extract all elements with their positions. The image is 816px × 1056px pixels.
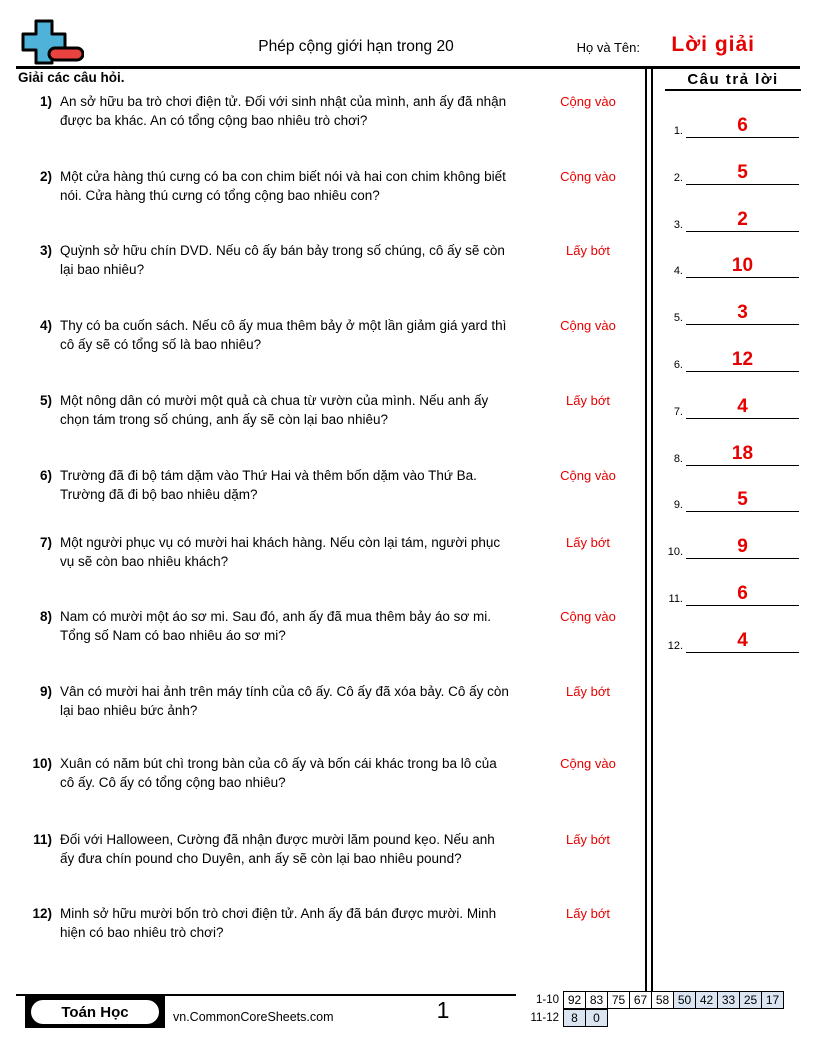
answer-blank-line[interactable] [686,324,799,325]
answer-row [659,350,804,372]
answer-number: 10. [667,546,683,559]
answer-number: 7. [673,405,683,418]
answer-row [659,303,804,325]
answer-value: 10 [731,255,754,277]
answer-blank-line[interactable] [686,231,799,232]
answer-value: 5 [737,161,748,183]
divider-line-left [645,66,647,1005]
score-cell: 50 [673,991,696,1009]
answer-number: 5. [673,312,683,325]
question-number: 7) [39,535,52,550]
answer-value: 2 [737,208,748,230]
question-number: 8) [39,609,52,624]
brand-badge [25,996,165,1028]
page-title: Phép cộng giới hạn trong 20 [258,38,454,55]
question-operation-hint: Lấy bớt [566,684,610,699]
answer-number: 1. [673,125,683,137]
question-number: 3) [39,243,52,258]
answer-value: 6 [737,583,748,604]
score-cell: 25 [739,991,762,1009]
score-cell: 83 [585,991,608,1009]
score-table [524,991,784,1027]
score-row-label: 1-10 [535,994,559,1006]
answer-value: 6 [737,115,748,136]
answer-value: 5 [737,489,748,511]
answer-panel-title: Câu trả lời [665,71,801,91]
question-number: 2) [39,169,52,184]
answer-blank-line[interactable] [686,277,799,278]
question-operation-hint: Cộng vào [560,756,616,771]
answer-blank-line[interactable] [686,418,799,419]
answer-value: 12 [731,349,754,370]
question-number: 12) [32,906,52,921]
answer-row [659,397,804,419]
page-header [16,18,800,66]
answer-number: 12. [667,639,683,652]
answer-blank-line[interactable] [686,371,799,372]
question-number: 6) [39,468,52,483]
name-field-label: Họ và Tên: [576,40,640,55]
score-cell: 67 [629,991,652,1009]
answer-row [659,256,804,278]
question-number: 1) [39,94,52,109]
question-operation-hint: Cộng vào [560,609,616,624]
column-divider [645,66,653,1005]
site-url[interactable]: vn.CommonCoreSheets.com [173,1010,334,1024]
question-text: Trường đã đi bộ tám dặm vào Thứ Hai và thêm bốn dặm vào Thứ Ba. Trường đã đi bộ bao nhiêu dặm? [60,468,477,502]
answer-number: 6. [673,359,683,371]
answer-row [659,210,804,232]
question-operation-hint: Lấy bớt [566,393,610,408]
answer-row [659,631,804,653]
score-cell: 75 [607,991,630,1009]
page-number: 1 [436,997,450,1023]
question-text: Minh sở hữu mười bốn trò chơi điện tử. Anh ấy đã bán được mười. Minh hiện có bao nhiêu trò chơi? [60,906,497,940]
question-operation-hint: Lấy bớt [566,832,610,847]
score-cell: 17 [761,991,784,1009]
answer-blank-line[interactable] [686,465,799,466]
answer-blank-line[interactable] [686,184,799,185]
question-text: Thy có ba cuốn sách. Nếu cô ấy mua thêm bảy ở một lần giảm giá yard thì cô ấy sẽ có tổng số là bao nhiêu? [60,318,507,352]
question-operation-hint: Cộng vào [560,468,616,483]
answer-blank-line[interactable] [686,652,799,653]
answer-blank-line[interactable] [686,605,799,606]
divider-line-right [651,66,653,1005]
answer-row [659,490,804,512]
score-row [524,991,784,1009]
answer-value: 3 [737,302,748,324]
answer-value: 9 [737,536,748,558]
name-field-value: Lời giải [671,33,755,56]
answer-number: 9. [673,499,683,512]
instructions-text: Giải các câu hỏi. [18,70,125,85]
question-operation-hint: Cộng vào [560,318,616,333]
score-row-label: 11-12 [530,1012,559,1024]
score-cell: 0 [585,1009,608,1027]
answer-value: 4 [737,629,748,651]
question-number: 11) [33,832,52,847]
question-number: 10) [32,756,52,771]
question-operation-hint: Cộng vào [560,169,616,184]
header-divider [16,66,800,69]
question-operation-hint: Lấy bớt [566,906,610,921]
question-text: Quỳnh sở hữu chín DVD. Nếu cô ấy bán bảy trong số chúng, cô ấy sẽ còn lại bao nhiêu? [60,243,505,277]
answer-row [659,584,804,606]
score-cell: 42 [695,991,718,1009]
answer-row [659,116,804,138]
score-cell: 33 [717,991,740,1009]
question-operation-hint: Lấy bớt [566,243,610,258]
answer-row [659,444,804,466]
question-operation-hint: Lấy bớt [566,535,610,550]
answer-blank-line[interactable] [686,558,799,559]
question-operation-hint: Cộng vào [560,94,616,109]
question-text: Đối với Halloween, Cường đã nhận được mười lăm pound kẹo. Nếu anh ấy đưa chín pound cho Duyên, anh ấy sẽ còn lại bao nhiêu pound? [60,832,495,866]
question-text: Vân có mười hai ảnh trên máy tính của cô ấy. Cô ấy đã xóa bảy. Cô ấy còn lại bao nhiêu bức ảnh? [60,684,509,718]
question-text: Xuân có năm bút chì trong bàn của cô ấy và bốn cái khác trong ba lô của cô ấy. Cô ấy có tổng cộng bao nhiêu? [60,756,497,790]
question-number: 5) [39,393,52,408]
question-text: Một cửa hàng thú cưng có ba con chim biết nói và hai con chim không biết nói. Cửa hàng thú cưng có tổng cộng bao nhiêu con? [60,169,506,203]
plus-minus-logo-icon [16,18,84,66]
answer-value: 18 [731,442,754,464]
score-cell: 92 [563,991,586,1009]
question-number: 4) [39,318,52,333]
answer-number: 3. [673,218,683,231]
question-text: An sở hữu ba trò chơi điện tử. Đối với sinh nhật của mình, anh ấy đã nhận được ba khác. An có tổng cộng bao nhiêu trò chơi? [60,94,507,128]
question-number: 9) [39,684,52,699]
score-row [524,1009,784,1027]
question-text: Nam có mười một áo sơ mi. Sau đó, anh ấy đã mua thêm bảy áo sơ mi. Tổng số Nam có bao nhiêu áo sơ mi? [60,609,492,643]
answer-number: 2. [673,171,683,184]
answer-row [659,537,804,559]
question-text: Một nông dân có mười một quả cà chua từ vườn của mình. Nếu anh ấy chọn tám trong số chúng, anh ấy sẽ còn lại bao nhiêu? [60,393,489,427]
answer-blank-line[interactable] [686,137,799,138]
answer-blank-line[interactable] [686,511,799,512]
answer-number: 8. [673,452,683,465]
score-cell: 58 [651,991,674,1009]
score-cell: 8 [563,1009,586,1027]
question-text: Một người phục vụ có mười hai khách hàng. Nếu còn lại tám, người phục vụ sẽ còn bao nhiêu khách? [60,535,501,569]
brand-label: Toán Học [31,1000,159,1024]
answer-number: 4. [673,265,683,278]
answer-row [659,163,804,185]
answer-value: 4 [737,395,748,417]
answer-number: 11. [668,593,683,605]
